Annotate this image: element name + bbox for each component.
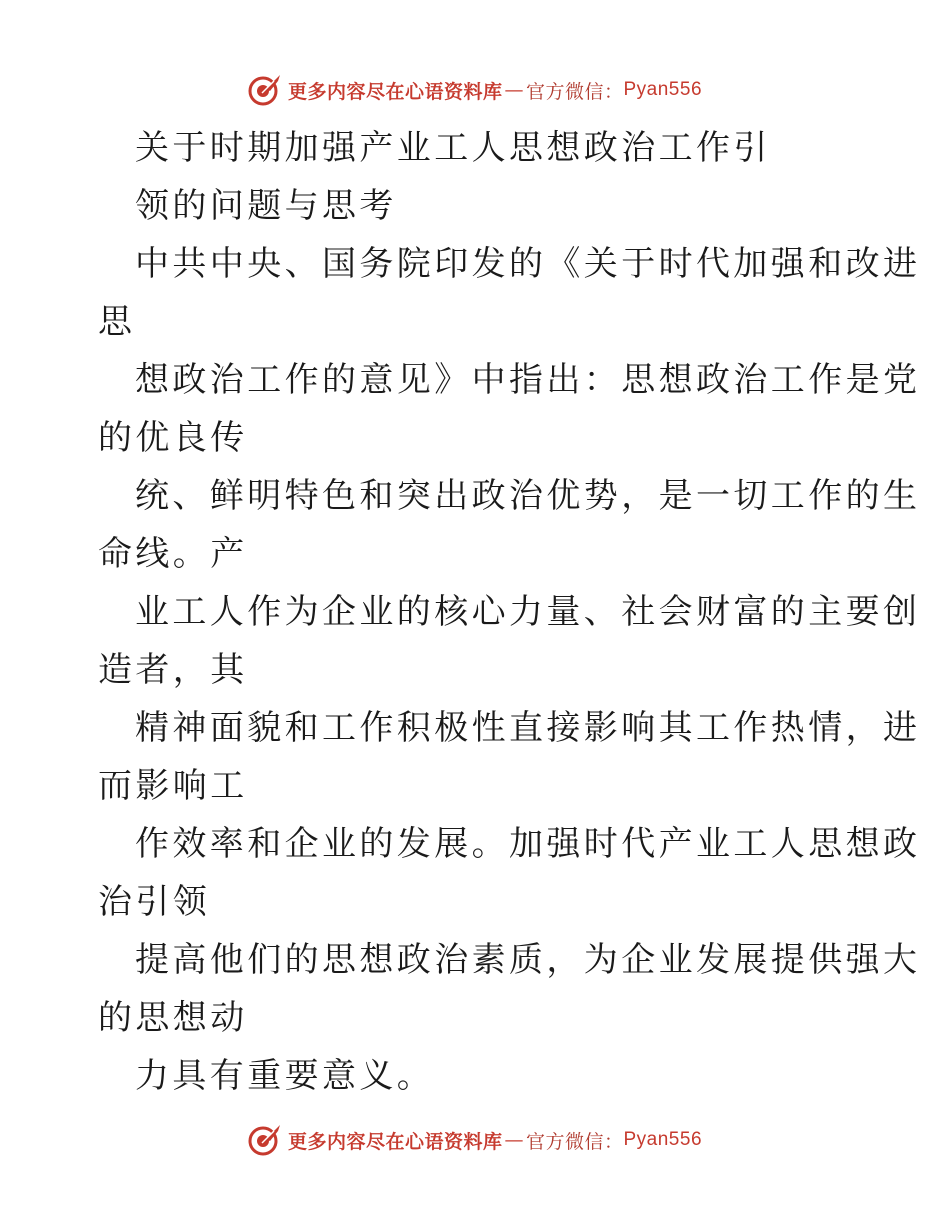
paragraph-line: 精神面貌和工作积极性直接影响其工作热情，进 [135,708,921,748]
paragraph-line: 统、鲜明特色和突出政治优势，是一切工作的生 [135,476,921,516]
header-banner [0,70,950,110]
paragraph-line: 提高他们的思想政治素质，为企业发展提供强大 [135,940,921,980]
paragraph-line: 而影响工 [98,766,248,806]
paragraph-line: 命线。产 [98,534,248,574]
banner-dash: — [504,79,524,101]
paragraph-line: 想政治工作的意见》中指出：思想政治工作是党 [135,360,921,400]
banner-label: 官方微信： [525,80,624,103]
paragraph-line: 业工人作为企业的核心力量、社会财富的主要创 [135,592,921,632]
paragraph-line: 造者，其 [98,650,248,690]
banner-text: 更多内容尽在心语资料库 [287,1130,503,1153]
paragraph-line: 中共中央、国务院印发的《关于时代加强和改进 [135,244,921,284]
banner-label: 官方微信： [525,1130,624,1153]
title-line-1: 关于时期加强产业工人思想政治工作引 [135,128,771,168]
paragraph-line: 治引领 [98,882,211,922]
banner-text: 更多内容尽在心语资料库 [287,80,503,103]
quill-logo-icon [248,73,282,107]
footer-banner [0,1120,950,1160]
paragraph-line: 的优良传 [98,418,248,458]
title-line-2: 领的问题与思考 [135,186,397,226]
banner-dash: — [504,1129,524,1151]
banner-wechat-id: Pyan556 [623,79,703,100]
banner-wechat-id: Pyan556 [623,1129,703,1150]
paragraph-line: 思 [98,302,136,342]
paragraph-line: 力具有重要意义。 [135,1056,435,1096]
paragraph-line: 作效率和企业的发展。加强时代产业工人思想政 [135,824,921,864]
quill-logo-icon [248,1123,282,1157]
paragraph-line: 的思想动 [98,998,248,1038]
